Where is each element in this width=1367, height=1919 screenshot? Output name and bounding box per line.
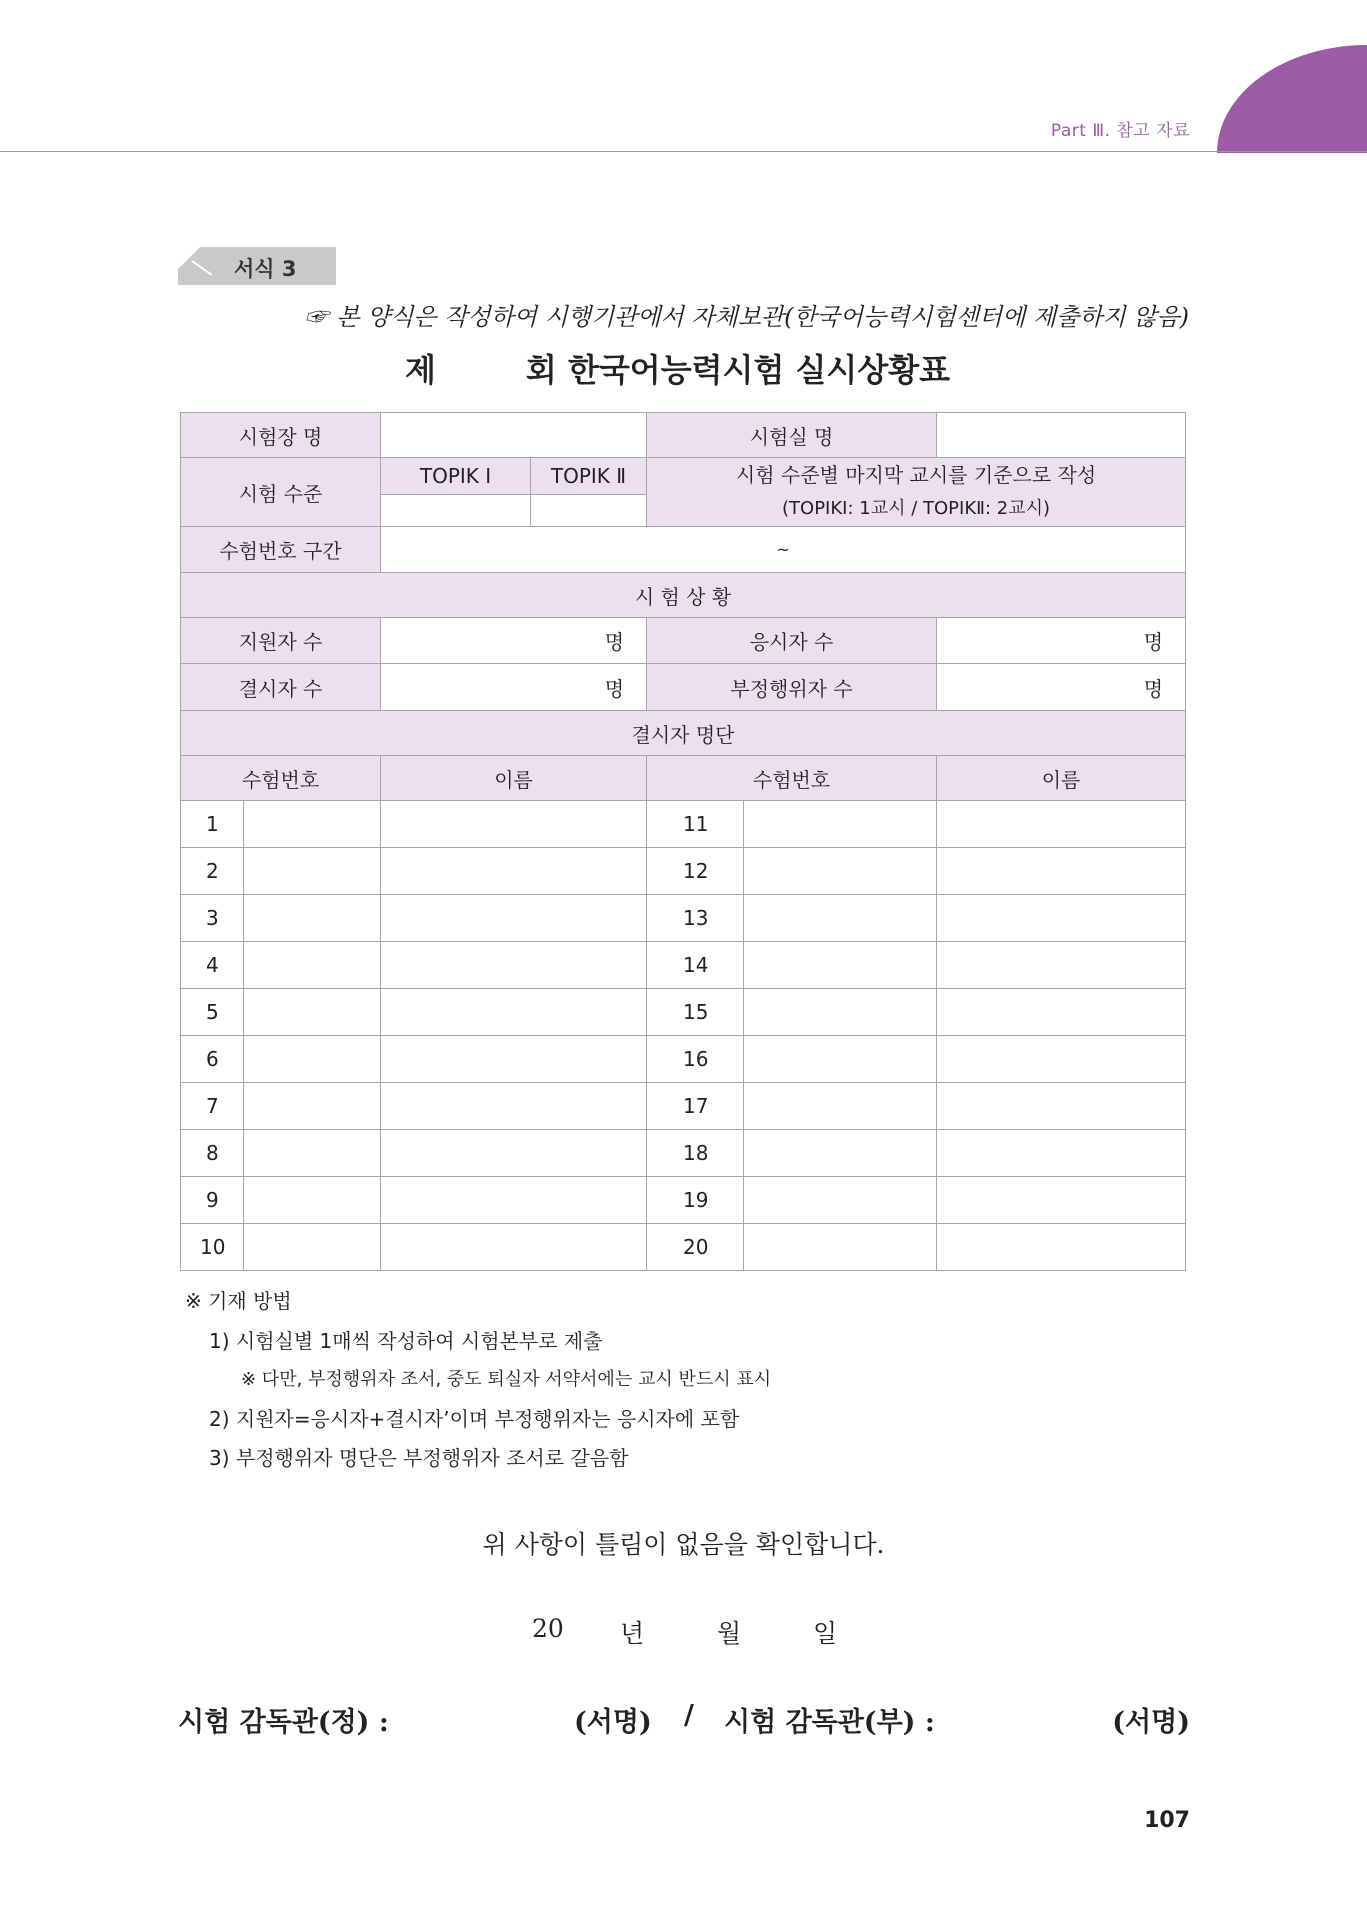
- name-field[interactable]: [937, 989, 1186, 1036]
- row-index: 8: [181, 1130, 244, 1177]
- number-field[interactable]: [744, 1036, 937, 1083]
- table-row: [181, 848, 1186, 895]
- deputy-signature-field[interactable]: (서명): [1112, 1707, 1190, 1738]
- number-field[interactable]: [744, 942, 937, 989]
- row-index: 16: [647, 1036, 744, 1083]
- absentee-columns-row: [181, 756, 1186, 801]
- chief-proctor-label: 시험 감독관(정) :: [178, 1707, 389, 1738]
- number-field[interactable]: [244, 1036, 381, 1083]
- name-field[interactable]: [937, 1036, 1186, 1083]
- absentee-list-header: 결시자 명단: [181, 711, 1186, 756]
- number-field[interactable]: [744, 1224, 937, 1271]
- name-field[interactable]: [381, 1036, 647, 1083]
- instruction-item-2: 2) 지원자=응시자+결시자’이며 부정행위자는 응시자에 포함: [209, 1407, 740, 1431]
- table-row: [181, 1177, 1186, 1224]
- date-year-unit: 년: [620, 1619, 645, 1648]
- page-title: [405, 345, 950, 391]
- examinees-field[interactable]: 명: [937, 618, 1186, 664]
- name-field[interactable]: [937, 1130, 1186, 1177]
- misconduct-field[interactable]: 명: [937, 664, 1186, 711]
- form-label-badge: [178, 247, 336, 285]
- name-field[interactable]: [381, 895, 647, 942]
- title-prefix: 제: [405, 351, 436, 389]
- col-name-left: 이름: [381, 756, 647, 801]
- name-field[interactable]: [937, 801, 1186, 848]
- absentee-list-header-row: [181, 711, 1186, 756]
- name-field[interactable]: [937, 848, 1186, 895]
- date-year: 20: [532, 1614, 564, 1643]
- name-field[interactable]: [381, 1224, 647, 1271]
- status-header-row: [181, 573, 1186, 618]
- chief-signature-field[interactable]: (서명): [574, 1707, 652, 1738]
- venue-field[interactable]: [381, 413, 647, 458]
- room-field[interactable]: [937, 413, 1186, 458]
- row-index: 6: [181, 1036, 244, 1083]
- number-field[interactable]: [744, 1083, 937, 1130]
- venue-row: [181, 413, 1186, 458]
- date-month-unit: 월: [717, 1619, 742, 1648]
- name-field[interactable]: [937, 895, 1186, 942]
- name-field[interactable]: [381, 942, 647, 989]
- level-label: 시험 수준: [181, 458, 381, 527]
- venue-label: 시험장 명: [181, 413, 381, 458]
- number-field[interactable]: [244, 1224, 381, 1271]
- table-row: [181, 1083, 1186, 1130]
- counts-row-2: [181, 664, 1186, 711]
- number-field[interactable]: [244, 942, 381, 989]
- level-note: [647, 458, 1186, 527]
- name-field[interactable]: [381, 848, 647, 895]
- instruction-item-3: 3) 부정행위자 명단은 부정행위자 조서로 갈음함: [209, 1446, 629, 1470]
- number-field[interactable]: [244, 801, 381, 848]
- number-field[interactable]: [744, 1130, 937, 1177]
- name-field[interactable]: [381, 1177, 647, 1224]
- table-row: [181, 1224, 1186, 1271]
- storage-note: ☞ 본 양식은 작성하여 시행기관에서 자체보관(한국어능력시험센터에 제출하지 않음): [304, 303, 1189, 331]
- row-index: 4: [181, 942, 244, 989]
- name-field[interactable]: [937, 1083, 1186, 1130]
- row-index: 14: [647, 942, 744, 989]
- number-field[interactable]: [744, 989, 937, 1036]
- applicants-label: 지원자 수: [181, 618, 381, 664]
- row-index: 9: [181, 1177, 244, 1224]
- title-suffix: 회 한국어능력시험 실시상황표: [525, 351, 951, 389]
- instruction-item-1-note: ※ 다만, 부정행위자 조서, 중도 퇴실자 서약서에는 교시 반드시 표시: [241, 1369, 772, 1390]
- instruction-item-1: 1) 시험실별 1매씩 작성하여 시험본부로 제출: [209, 1329, 603, 1353]
- row-index: 12: [647, 848, 744, 895]
- header-corner-tab: [1217, 45, 1367, 153]
- level-row: [181, 458, 1186, 495]
- row-index: 19: [647, 1177, 744, 1224]
- table-row: [181, 942, 1186, 989]
- counts-row-1: [181, 618, 1186, 664]
- row-index: 13: [647, 895, 744, 942]
- room-label: 시험실 명: [647, 413, 937, 458]
- row-index: 5: [181, 989, 244, 1036]
- name-field[interactable]: [381, 801, 647, 848]
- level-note-line2: (TOPIKⅠ: 1교시 / TOPIKⅡ: 2교시): [782, 498, 1051, 519]
- name-field[interactable]: [381, 1130, 647, 1177]
- examinees-label: 응시자 수: [647, 618, 937, 664]
- number-field[interactable]: [244, 989, 381, 1036]
- table-row: [181, 1130, 1186, 1177]
- row-index: 3: [181, 895, 244, 942]
- instructions-heading: ※ 기재 방법: [185, 1289, 292, 1313]
- absentees-label: 결시자 수: [181, 664, 381, 711]
- number-field[interactable]: [744, 801, 937, 848]
- absentees-field[interactable]: 명: [381, 664, 647, 711]
- col-number-right: 수험번호: [647, 756, 937, 801]
- topik1-field[interactable]: [381, 494, 531, 526]
- date-day-unit: 일: [813, 1619, 838, 1648]
- table-row: [181, 895, 1186, 942]
- row-index: 17: [647, 1083, 744, 1130]
- signature-line: [178, 1700, 1190, 1740]
- applicants-field[interactable]: 명: [381, 618, 647, 664]
- number-field[interactable]: [244, 895, 381, 942]
- table-row: [181, 989, 1186, 1036]
- row-index: 20: [647, 1224, 744, 1271]
- name-field[interactable]: [937, 1177, 1186, 1224]
- row-index: 7: [181, 1083, 244, 1130]
- name-field[interactable]: [937, 942, 1186, 989]
- number-field[interactable]: [244, 1130, 381, 1177]
- row-index: 1: [181, 801, 244, 848]
- exam-status-table: [180, 412, 1186, 1271]
- row-index: 11: [647, 801, 744, 848]
- number-field[interactable]: [744, 895, 937, 942]
- name-field[interactable]: [381, 989, 647, 1036]
- col-number-left: 수험번호: [181, 756, 381, 801]
- table-row: [181, 801, 1186, 848]
- number-field[interactable]: [744, 1177, 937, 1224]
- header-section-title: Part Ⅲ. 참고 자료: [1050, 121, 1190, 141]
- number-field[interactable]: [744, 848, 937, 895]
- header-rule: [0, 151, 1367, 152]
- number-field[interactable]: [244, 1083, 381, 1130]
- status-header: 시 험 상 황: [181, 573, 1186, 618]
- row-index: 15: [647, 989, 744, 1036]
- deputy-proctor-label: 시험 감독관(부) :: [724, 1707, 935, 1738]
- name-field[interactable]: [937, 1224, 1186, 1271]
- row-index: 10: [181, 1224, 244, 1271]
- topik1-label: TOPIK Ⅰ: [381, 458, 531, 495]
- range-label: 수험번호 구간: [181, 527, 381, 573]
- form-label-text: 서식 3: [234, 257, 297, 281]
- level-note-line1: 시험 수준별 마지막 교시를 기준으로 작성: [735, 463, 1097, 487]
- number-field[interactable]: [244, 848, 381, 895]
- topik2-field[interactable]: [531, 494, 647, 526]
- misconduct-label: 부정행위자 수: [647, 664, 937, 711]
- row-index: 18: [647, 1130, 744, 1177]
- range-row: [181, 527, 1186, 573]
- name-field[interactable]: [381, 1083, 647, 1130]
- signature-divider: /: [684, 1700, 694, 1731]
- page-number: 107: [1144, 1808, 1190, 1833]
- number-field[interactable]: [244, 1177, 381, 1224]
- confirmation-text: 위 사항이 틀림이 없음을 확인합니다.: [482, 1530, 885, 1559]
- range-field[interactable]: ~: [381, 527, 1186, 573]
- col-name-right: 이름: [937, 756, 1186, 801]
- topik2-label: TOPIK Ⅱ: [531, 458, 647, 495]
- table-row: [181, 1036, 1186, 1083]
- row-index: 2: [181, 848, 244, 895]
